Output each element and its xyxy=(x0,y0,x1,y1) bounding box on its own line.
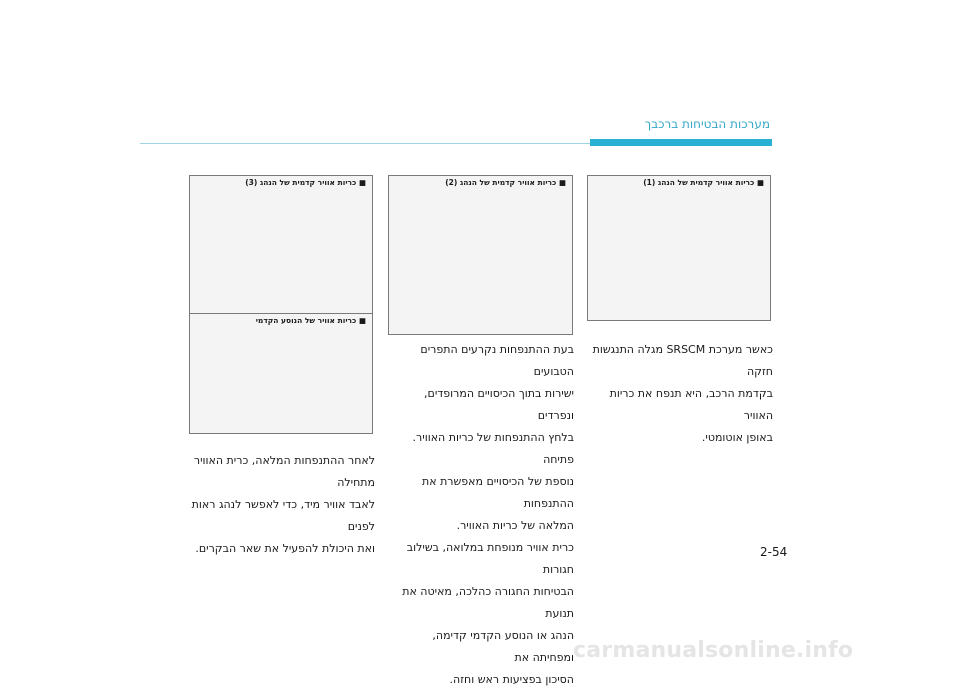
text-line: לאבד אוויר מיד, כדי לאפשר לנהג ראות לפנים xyxy=(191,498,375,533)
text-line: כאשר מערכת SRSCM מגלה התנגשות חזקה xyxy=(592,343,773,378)
text-line: לאחר ההתנפחות המלאה, כרית האוויר מתחילה xyxy=(193,454,375,489)
panel-caption: ■ כריות אוויר קדמית של הנהג (1) xyxy=(643,178,764,187)
text-line: הסיכון בפציעות ראש וחזה. xyxy=(449,673,574,686)
text-line: ישירות בתוך הכיסויים המרופדים, ונפרדים xyxy=(424,387,574,422)
section-title: מערכות הבטיחות ברכבך xyxy=(644,117,770,131)
text-line: הנהג או הנוסע הקדמי קדימה, ומפחיתה את xyxy=(432,629,574,664)
text-line: בלחץ ההתנפחות של כריות האוויר. פתיחה xyxy=(412,431,574,466)
page-number: 2-54 xyxy=(760,545,788,559)
text-line: המלאה של כריות האוויר. xyxy=(456,519,574,532)
panel-caption: ■ כריות אוויר קדמית של הנהג (2) xyxy=(445,178,566,187)
text-line: הבטיחות החגורה כהלכה, מאיטה את תנועת xyxy=(402,585,574,620)
text-line: ואת היכולת להפעיל את שאר הבקרים. xyxy=(195,542,375,555)
airbag-illustration-3 xyxy=(189,175,373,314)
paragraph-inflation-process xyxy=(388,339,574,691)
header-accent-bar xyxy=(590,139,772,146)
airbag-illustration-2 xyxy=(388,175,573,335)
panel-caption: ■ כריות אוויר קדמית של הנהג (3) xyxy=(245,178,366,187)
panel-caption: ■ כריות אוויר של הנוסע הקדמי xyxy=(255,316,366,325)
text-line: בקדמת הרכב, היא תנפח את כריות האוויר xyxy=(609,387,773,422)
airbag-illustration-1 xyxy=(587,175,771,321)
text-line: נוספת של הכיסויים מאפשרת את ההתנפחות xyxy=(422,475,574,510)
passenger-airbag-illustration xyxy=(189,313,373,434)
text-line: בעת ההתנפחות נקרעים התפרים הטבועים xyxy=(420,343,574,378)
watermark: carmanualsonline.info xyxy=(573,638,854,663)
paragraph-deflation xyxy=(188,450,375,560)
text-line: כרית אוויר מנופחת במלואה, בשילוב חגורות xyxy=(406,541,574,576)
paragraph-deployment-trigger xyxy=(587,339,773,449)
text-line: באופן אוטומטי. xyxy=(701,431,773,444)
